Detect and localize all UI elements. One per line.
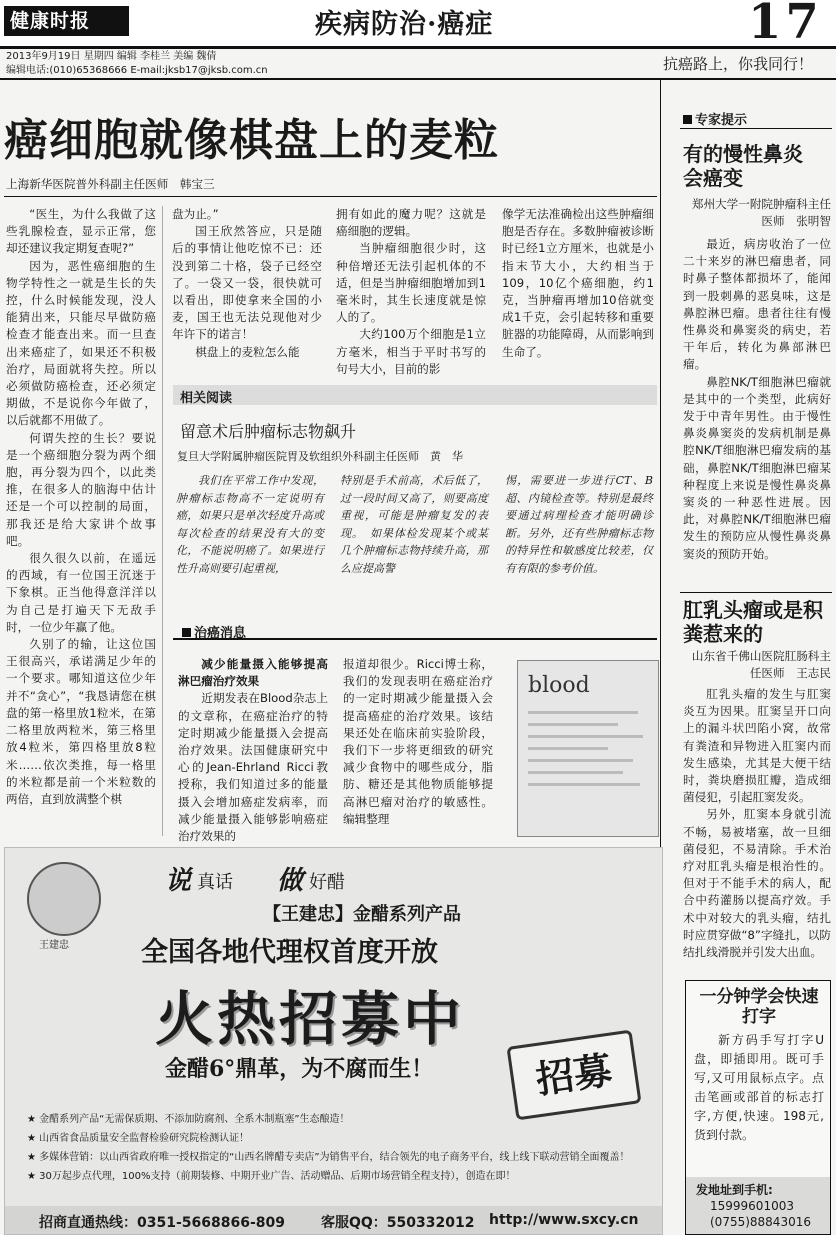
sidebar2-paragraph: 另外，肛窦本身就引流不畅，易被堵塞，故一旦细菌侵犯，不易清除。手术治疗对肛乳头瘤是根治性的。但对于不能手术的病人，配合中药灌肠以提高疗效。手术中对较大的乳头瘤，结扎时应贯穿做“8”字缝扎，以防结扎线滑脱并引发大出血。 (683, 807, 831, 960)
ad-item-text: 30万起步点代理，100%支持（前期装修、中期开业广告、活动赠品、后期市场营销全程支持），创造在即！ (39, 1171, 516, 1182)
square-icon (683, 115, 692, 124)
related-paragraph: 惕，需要进一步进行CT、B超、内镜检查等。特别是最终要通过病理检查才能明确诊断。另外，还有些肿瘤标志物的特异性和敏感度比较差，仅有有限的参考价值。 (505, 474, 653, 575)
ad-item-text: 金醋系列产品“无需保质期、不添加防腐剂、全系木制瓶塞”生态酿造！ (39, 1114, 350, 1125)
newspaper-logo: 健康时报 (4, 6, 129, 36)
sidebar2-body (683, 686, 831, 971)
article-paragraph: “医生，为什么我做了这些乳腺检查，显示正常，您却还建议我定期复查呢?” (6, 207, 156, 256)
brand-line: 【王建忠】金醋系列产品 (263, 904, 461, 925)
vinegar-advertisement (4, 847, 663, 1235)
star-icon: ★ (27, 1171, 40, 1182)
related-paragraph: 特别是手术前高，术后低了，过一段时间又高了，则要高度重视，可能是肿瘤复发的表现。 如果体检发现某个或某几个肿瘤标志物持续升高，那么应提高警 (340, 474, 488, 575)
sidebar2-paragraph: 肛乳头瘤的发生与肛窦炎互为因果。肛窦呈开口向上的漏斗状凹陷小窝，故常有粪渣和异物进入肛窦内而发生感染，尤其是大便干结时，粪块磨损肛瓣，造成细菌侵犯，引起肛窦发炎。 (683, 687, 831, 805)
journal-cover-image (517, 660, 659, 837)
page-number: 17 (748, 0, 823, 50)
sidebar1-paragraph: 鼻腔NK/T细胞淋巴瘤就是其中的一个类型，此病好发于中青年男性。由于慢性鼻炎鼻窦炎的发病机制是鼻腔NK/T细胞淋巴瘤发病的基础，鼻腔NK/T细胞淋巴瘤某种程度上来说是慢性鼻炎鼻窦炎的一种恶性进展。因此，对鼻腔NK/T细胞淋巴瘤发生的预防应从慢性鼻炎鼻窦炎的预防开始。 (683, 374, 831, 561)
expert-tip-label: 专家提示 (695, 113, 748, 128)
article-column-3 (336, 206, 486, 382)
sidebar-rule (680, 592, 832, 593)
article-column-4 (502, 206, 654, 382)
related-reading-label: 相关阅读 (180, 391, 233, 406)
ad-headline-1: 全国各地代理权首度开放 (141, 937, 438, 968)
article-paragraph: 像学无法准确检出这些肿瘤细胞是否存在。多数肿瘤被诊断时已经1立方厘米，也就是小指末节大小，大约相当于109，10亿个癌细胞，约1克，当肿瘤再增加10倍就变成1千克，会引起转移和重要脏器的功能障碍，从而影响到生命了。 (502, 207, 654, 359)
article-paragraph: 国王欣然答应，只是随后的事情让他吃惊不已：还没到第二十格，袋子已经空了。一袋又一袋，很快就可以看出，即使拿来全国的小麦，国王也无法兑现他对少年许下的诺言！ (172, 224, 322, 342)
news-paragraph: 报道却很少。Ricci博士称，我们的发现表明在癌症治疗的一定时期减少能量摄入会提高癌症的治疗效果。该结果还处在临床前实验阶段，我们下一步将更细致的研究减少食物中的哪些成分，脂肪、糖还是其他物质能够提高淋巴瘤对治疗的敏感性。编辑整理 (343, 657, 493, 826)
cover-line (528, 783, 640, 786)
related-column-2 (340, 472, 488, 600)
sidebar1-body (683, 236, 831, 576)
article-paragraph: 久别了的输，让这位国王很高兴，承诺满足少年的一个要求。哪知道这位少年并不“贪心”，“我恳请您在棋盘的第一格里放1粒米，在第二格里放两粒米，第三格里放4粒米，第四格里放8粒米……依次类推，每一格里的米粒都是前一个米粒数的两倍，直到放满整个棋 (6, 637, 156, 806)
ad-item (27, 1167, 647, 1186)
ad-hotline: 招商直通热线：0351-5668866-809 (39, 1215, 285, 1231)
article-paragraph: 很久很久以前，在遥远的西域，有一位国王沉迷于下象棋。正当他得意洋洋以为自己是打遍天下无敌手时，一位少年赢了他。 (6, 551, 156, 634)
byline-rule (4, 196, 657, 197)
founder-name: 王建忠 (39, 940, 69, 951)
article-paragraph: 何谓失控的生长？要说是一个癌细胞分裂为两个细胞，再分裂为四个，以此类推，在很多人的脑海中估计还是一个可以控制的局面，那我还是给大家讲个故事吧。 (6, 430, 156, 548)
section-title: 疾病防治·癌症 (315, 9, 494, 40)
phone-number-2: (0755)88843016 (710, 1215, 811, 1229)
sidebar1-paragraph: 最近，病房收治了一位二十来岁的淋巴瘤患者，同时鼻子整体都损坏了，能闻到一股刺鼻的恶臭味，这是鼻腔淋巴瘤。患者往往有慢性鼻炎和鼻窦炎的病史，若干年后，转化为鼻部淋巴瘤。 (683, 237, 831, 372)
cover-line (528, 771, 623, 774)
ad-item (27, 1129, 647, 1148)
contact-line: 编辑电话:(010)65368666 E-mail:jksb17@jksb.com.cn (6, 65, 268, 76)
sidebar1-title: 有的慢性鼻炎会癌变 (683, 142, 803, 190)
article-column-1 (6, 206, 156, 838)
slogan-char-2: 做 (277, 866, 304, 896)
ad-tagline: 金醋6°鼎革，为不腐而生！ (165, 1056, 434, 1082)
related-paragraph: 我们在平常工作中发现，肿瘤标志物高不一定说明有癌，如果只是单次轻度升高或每次检查的结果没有大的变化，不能说明癌了。如果进行性升高则要引起重视， (176, 474, 324, 575)
masthead-rule (0, 78, 836, 80)
slogan: 抗癌路上，你我同行！ (663, 55, 814, 73)
expert-tip-tag (683, 109, 747, 128)
founder-portrait (27, 862, 101, 936)
article-headline: 癌细胞就像棋盘上的麦粒 (4, 115, 499, 166)
ad-item-text: 多媒体营销：以山西省政府唯一授权指定的“山西名牌醋专卖店”为销售平台，结合领先的电子商务平台，线上线下联动营销全面覆盖！ (39, 1152, 630, 1163)
slogan-word-1: 真话 (197, 872, 233, 893)
slogan-char-1: 说 (165, 866, 192, 896)
related-title: 留意术后肿瘤标志物飙升 (180, 422, 357, 441)
news-subhead: 减少能量摄入能够提高淋巴瘤治疗效果 (178, 657, 328, 689)
star-icon: ★ (27, 1133, 40, 1144)
cover-line (528, 711, 638, 714)
sidebar2-title: 肛乳头瘤或是积粪惹来的 (683, 598, 823, 646)
article-column-2 (172, 206, 322, 382)
cover-line (528, 735, 643, 738)
article-paragraph: 大约100万个细胞是1立方毫米，相当于平时书写的句号大小，目前的影 (336, 327, 486, 376)
ad-items (27, 1110, 647, 1186)
article-paragraph: 盘为止。” (172, 207, 219, 221)
article-paragraph: 拥有如此的魔力呢？这就是癌细胞的逻辑。 (336, 207, 486, 239)
cover-line (528, 759, 633, 762)
star-icon: ★ (27, 1152, 40, 1163)
ad-item (27, 1110, 647, 1129)
typing-ad-box (685, 980, 831, 1235)
article-paragraph: 棋盘上的麦粒怎么能 (195, 344, 300, 359)
star-icon: ★ (27, 1114, 40, 1125)
typing-ad-title: 一分钟学会快速打字 (699, 987, 819, 1027)
sidebar-rule (680, 128, 832, 129)
cover-line (528, 747, 608, 750)
news-tag (182, 622, 246, 641)
cover-line (528, 723, 618, 726)
news-label: 治癌消息 (194, 626, 247, 641)
article-paragraph: 因为，恶性癌细胞的生物学特性之一就是生长的失控，什么时候能发现，没人能猜出来，只能尽早做防癌检查才能查出来。而一旦查出来癌症了，如果还不积极治疗，局面就将失控。所以必须做防癌检查，还必须定期做，不是说你今年做了，以后就都不用做了。 (6, 258, 156, 428)
related-column-3 (505, 472, 653, 600)
sidebar1-byline: 郑州大学一附院肿瘤科主任医师 张明智 (691, 197, 831, 228)
sidebar2-byline: 山东省千佛山医院肛肠科主任医师 王志民 (691, 649, 831, 680)
news-column-2 (343, 656, 493, 836)
phone-label: 发地址到手机: (696, 1183, 773, 1197)
typing-ad-paragraph: 新方码手写打字U盘，即插即用。既可手写,又可用鼠标点字。点击笔画或部首的标志打字,方便,快速。198元,货到付款。 (694, 1033, 824, 1142)
ad-item (27, 1148, 647, 1167)
related-reading-bar (173, 385, 657, 405)
related-byline: 复旦大学附属肿瘤医院胃及软组织外科副主任医师 黄 华 (177, 450, 463, 463)
recruit-stamp: 招募 (506, 1030, 641, 1121)
typing-ad-text (694, 1031, 824, 1167)
ad-url: http://www.sxcy.cn (489, 1212, 639, 1228)
date-line: 2013年9月19日 星期四 编辑 李桂兰 美编 魏倩 (6, 51, 217, 62)
ad-headline-2: 火热招募中 (155, 985, 466, 1053)
slogan-word-2: 好醋 (309, 872, 345, 893)
square-icon (182, 628, 191, 637)
news-paragraph: 近期发表在Blood杂志上的文章称，在癌症治疗的特定时期减少能量摄入会提高治疗效果。法国健康研究中心的Jean-Ehrland Ricci教授称，我们知道过多的能量摄入会增加癌症发病率，而减少能量摄入能够影响癌症治疗效果的 (178, 691, 328, 844)
related-column-1 (176, 472, 324, 600)
ad-qq: 客服QQ：550332012 (321, 1215, 475, 1231)
article-paragraph: 当肿瘤细胞很少时，这种倍增还无法引起机体的不适，但是当肿瘤细胞增加到1毫米时，其生长速度就是惊人的了。 (336, 241, 486, 325)
news-column-1 (178, 656, 328, 844)
journal-title: blood (528, 673, 590, 698)
ad-item-text: 山西省食品质量安全监督检验研究院检测认证！ (39, 1133, 250, 1144)
article-byline: 上海新华医院普外科副主任医师 韩宝三 (6, 177, 215, 191)
column-rule (162, 206, 163, 836)
phone-number-1: 15999601003 (710, 1199, 794, 1213)
